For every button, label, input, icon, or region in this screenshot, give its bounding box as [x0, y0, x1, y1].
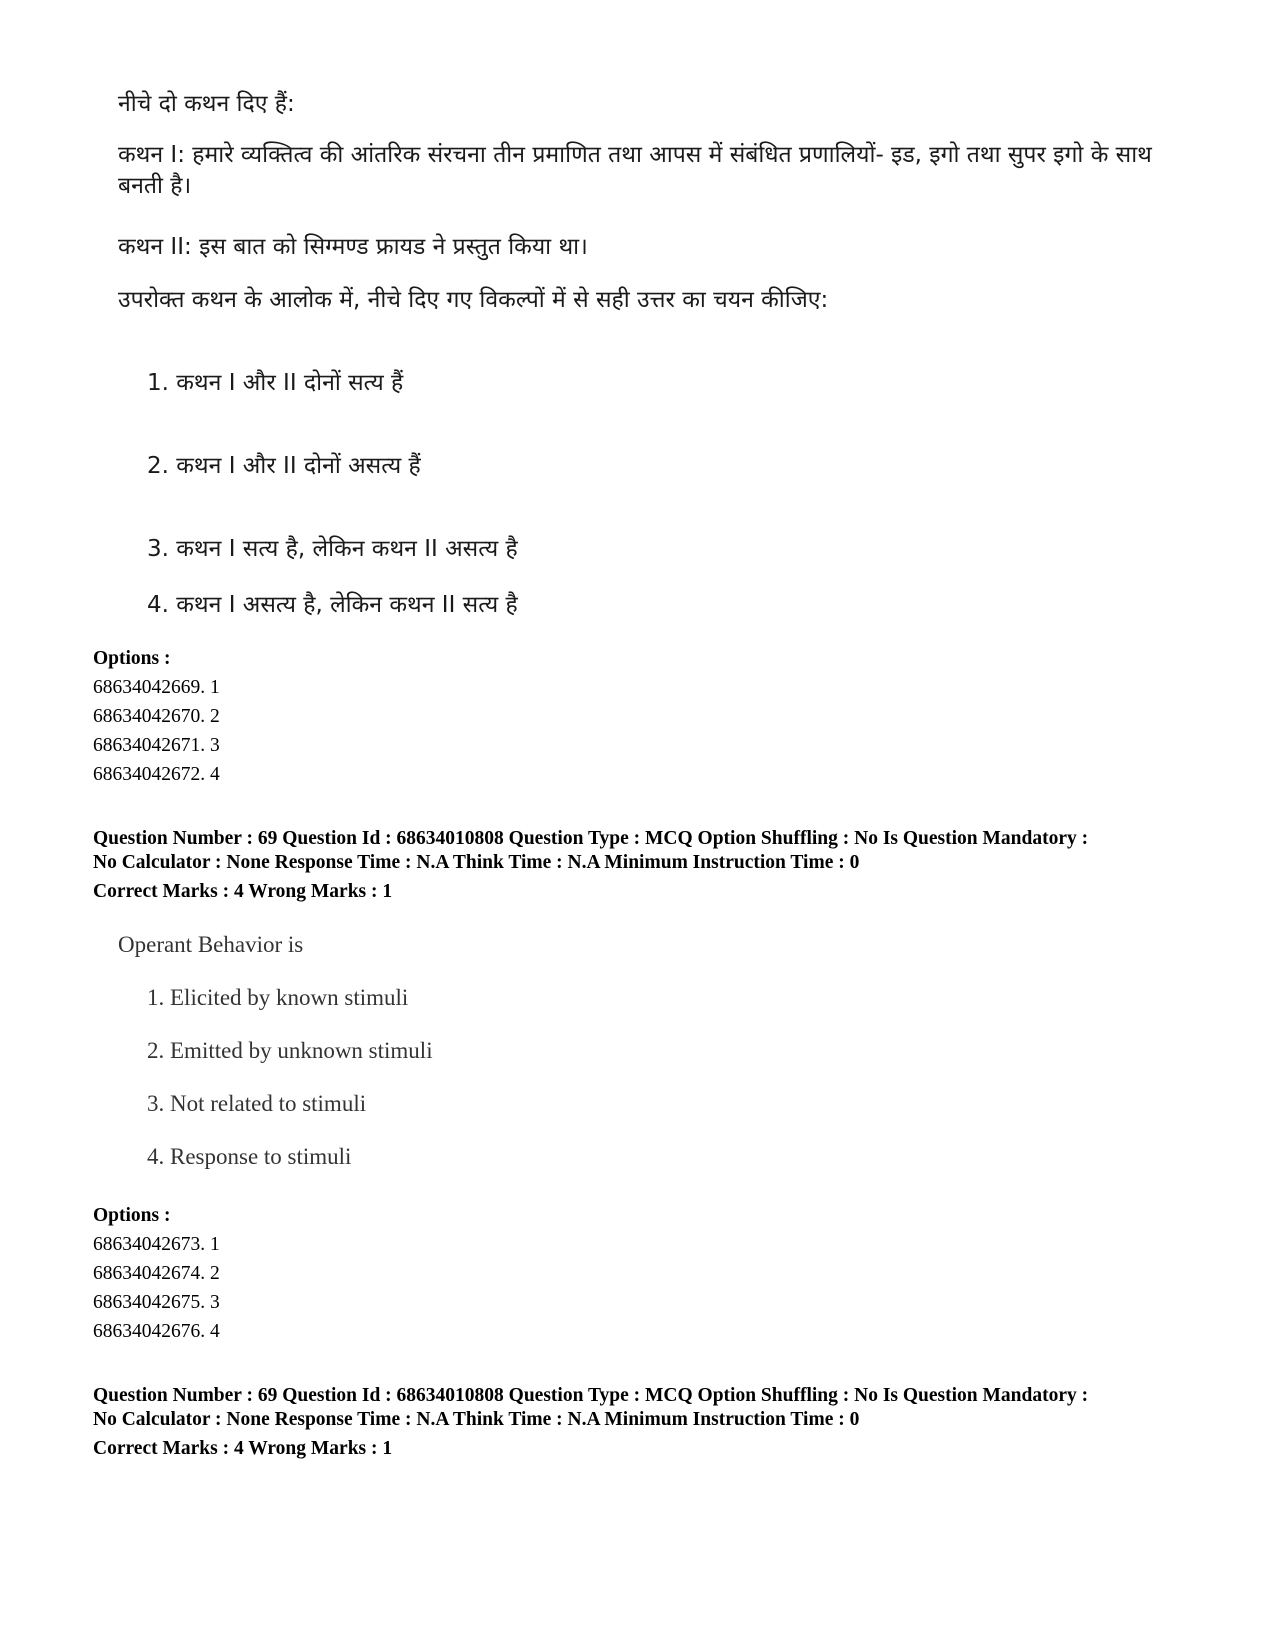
q69-option-id: 68634042674. 2 [93, 1263, 220, 1284]
q69-options-label: Options : [93, 1205, 171, 1226]
q69-next-meta-line-1: Question Number : 69 Question Id : 68634010808 Question Type : MCQ Option Shuffling : No Is Question Mandatory : [93, 1385, 1089, 1406]
q68-choice-4: 4. कथन I असत्य है, लेकिन कथन II सत्य है [147, 592, 518, 618]
q69-choice-4: 4. Response to stimuli [147, 1144, 352, 1169]
q69-option-id: 68634042675. 3 [93, 1292, 220, 1313]
q68-statement-2: कथन II: इस बात को सिग्मण्ड फ्रायड ने प्रस्तुत किया था। [118, 234, 588, 260]
q69-choice-1: 1. Elicited by known stimuli [147, 985, 409, 1010]
q68-statement-1: कथन I: हमारे व्यक्तित्व की आंतरिक संरचना तीन प्रमाणित तथा आपस में संबंधित प्रणालियों- इड, इगो तथा सुपर इगो के साथ बनती है। [118, 142, 1152, 199]
q68-choice-3: 3. कथन I सत्य है, लेकिन कथन II असत्य है [147, 536, 518, 562]
q69-option-id: 68634042673. 1 [93, 1234, 220, 1255]
q69-stem: Operant Behavior is [118, 932, 304, 957]
q69-meta-line-2: No Calculator : None Response Time : N.A Think Time : N.A Minimum Instruction Time : 0 [93, 852, 860, 873]
q68-option-id: 68634042669. 1 [93, 677, 220, 698]
q69-meta-line-1: Question Number : 69 Question Id : 68634010808 Question Type : MCQ Option Shuffling : No Is Question Mandatory : [93, 828, 1089, 849]
q69-marks: Correct Marks : 4 Wrong Marks : 1 [93, 881, 393, 902]
q68-instruction: उपरोक्त कथन के आलोक में, नीचे दिए गए विकल्पों में से सही उत्तर का चयन कीजिए: [118, 287, 829, 313]
q68-option-id: 68634042670. 2 [93, 706, 220, 727]
q68-option-id: 68634042671. 3 [93, 735, 220, 756]
q69-option-id: 68634042676. 4 [93, 1321, 220, 1342]
q68-choice-2: 2. कथन I और II दोनों असत्य हैं [147, 453, 421, 479]
q69-choice-2: 2. Emitted by unknown stimuli [147, 1038, 433, 1063]
q69-choice-3: 3. Not related to stimuli [147, 1091, 367, 1116]
q68-intro: नीचे दो कथन दिए हैं: [118, 91, 295, 117]
q68-option-id: 68634042672. 4 [93, 764, 220, 785]
q68-choice-1: 1. कथन I और II दोनों सत्य हैं [147, 370, 404, 396]
q68-options-label: Options : [93, 648, 171, 669]
q69-next-meta-line-2: No Calculator : None Response Time : N.A Think Time : N.A Minimum Instruction Time : 0 [93, 1409, 860, 1430]
q69-next-marks: Correct Marks : 4 Wrong Marks : 1 [93, 1438, 393, 1459]
